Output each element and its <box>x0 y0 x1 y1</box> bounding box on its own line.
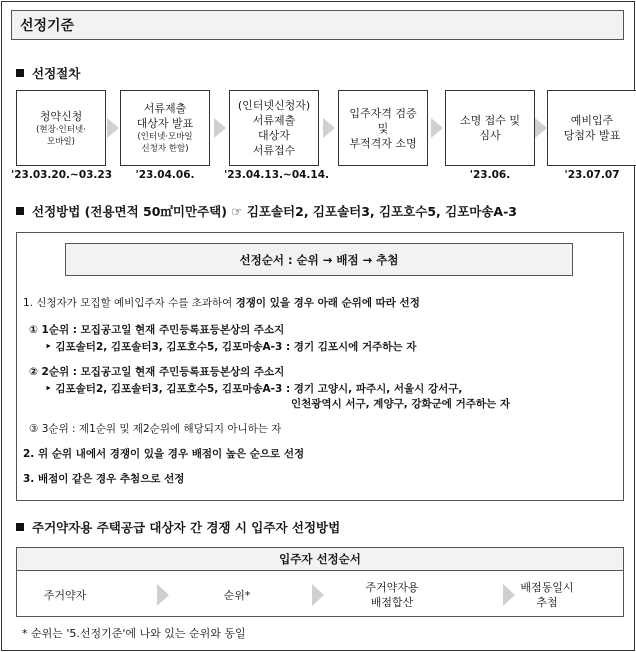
step-text: (인터넷신청자) <box>237 99 311 112</box>
order-step-text: 추첨 <box>536 596 558 609</box>
step-text: 서류제출 <box>252 114 296 127</box>
step-text: 서류접수 <box>252 144 296 157</box>
step-date: '23.07.07 <box>564 169 620 181</box>
step-date: '23.04.06. <box>135 169 195 181</box>
table-title: 입주자 선정순서 <box>17 548 623 571</box>
square-bullet-icon <box>16 523 24 531</box>
order-step-3 <box>332 575 452 615</box>
order-step-text: 주거약자 <box>43 588 87 602</box>
arrow-right-icon <box>157 584 169 606</box>
procedure-step-1 <box>16 90 106 166</box>
order-step-text: 주거약자용 <box>365 581 419 594</box>
step-text: 서류제출 <box>143 102 187 115</box>
order-step-text: 배점동일시 <box>520 581 574 594</box>
step-text: 소명 접수 및 <box>459 114 521 127</box>
step-text: 부적격자 소명 <box>349 136 417 150</box>
rule-2: 2. 위 순위 내에서 경쟁이 있을 경우 배점이 높은 순으로 선정 <box>23 448 305 460</box>
step-date: '23.06. <box>469 169 511 181</box>
step-text: 및 <box>377 121 389 135</box>
step-text: 입주자격 검증 <box>349 106 417 120</box>
rank-2-title: ② 2순위 : 모집공고일 현재 주민등록표등본상의 주소지 <box>29 366 285 378</box>
step-subtext: (인터넷·모바일 <box>137 132 193 142</box>
elderly-heading: 주거약자용 주택공급 대상자 간 경쟁 시 입주자 선정방법 <box>16 518 340 536</box>
order-step-4 <box>487 575 607 615</box>
step-text: 당첨자 발표 <box>563 129 621 142</box>
step-date: '23.03.20.~03.23 <box>11 169 113 181</box>
arrow-right-icon <box>535 118 547 138</box>
arrow-right-icon <box>323 118 335 138</box>
rank-1-title: ① 1순위 : 모집공고일 현재 주민등록표등본상의 주소지 <box>29 324 285 336</box>
step-text: 대상자 발표 <box>136 117 194 130</box>
rank-3: ③ 3순위 : 제1순위 및 제2순위에 해당되지 아니하는 자 <box>29 423 282 435</box>
method-frame <box>16 232 624 501</box>
rank-2-detail: ‣ 김포솔터2, 김포솔터3, 김포호수5, 김포마송A-3 : 경기 고양시, 파주시, 서울시 강서구, <box>45 383 463 395</box>
step-subtext: (현장·인터넷· <box>36 124 86 135</box>
rank-1-detail: ‣ 김포솔터2, 김포솔터3, 김포호수5, 김포마송A-3 : 경기 김포시에 거주하는 자 <box>45 341 417 353</box>
selection-order-box: 선정순서 : 순위 → 배점 → 추첨 <box>65 243 573 276</box>
arrow-right-icon <box>431 118 443 138</box>
procedure-step-6 <box>547 90 636 166</box>
step-text: 대상자 <box>258 129 290 142</box>
order-step-1 <box>17 575 113 615</box>
method-heading: 선정방법 (전용면적 50㎡미만주택) ☞ 김포솔터2, 김포솔터3, 김포호수5, 김포마송A-3 <box>16 202 517 220</box>
arrow-right-icon <box>214 118 226 138</box>
step-subtext: 신청자 한함) <box>141 144 189 154</box>
step-date: '23.04.13.~04.14. <box>224 169 330 181</box>
selection-criteria-page <box>1 1 635 651</box>
step-subtext: 모바일) <box>47 136 75 147</box>
rule-3: 3. 배점이 같은 경우 추첨으로 선정 <box>23 473 185 485</box>
step-text: 심사 <box>479 129 501 142</box>
page-title: 선정기준 <box>11 10 624 40</box>
procedure-heading: 선정절차 <box>16 64 80 82</box>
footnote: * 순위는 '5.선정기준'에 나와 있는 순위와 동일 <box>22 627 246 640</box>
elderly-order-table <box>16 547 624 617</box>
procedure-step-2 <box>120 90 210 166</box>
order-step-text: 배점합산 <box>370 596 414 609</box>
procedure-step-3 <box>229 90 319 166</box>
step-text: 청약신청 <box>39 109 83 123</box>
procedure-step-5 <box>445 90 535 166</box>
procedure-step-4 <box>338 90 428 166</box>
rank-2-detail-cont: 인천광역시 서구, 계양구, 강화군에 거주하는 자 <box>291 398 510 410</box>
square-bullet-icon <box>16 207 24 215</box>
rule-1: 1. 신청자가 모집할 예비입주자 수를 초과하여 경쟁이 있을 경우 아래 순위에 따라 선정 <box>23 297 420 309</box>
order-step-2 <box>177 575 297 615</box>
arrow-right-icon <box>107 118 119 138</box>
step-text: 예비입주 <box>570 114 614 127</box>
arrow-right-icon <box>312 584 324 606</box>
square-bullet-icon <box>16 69 24 77</box>
order-step-text: 순위* <box>223 588 251 602</box>
